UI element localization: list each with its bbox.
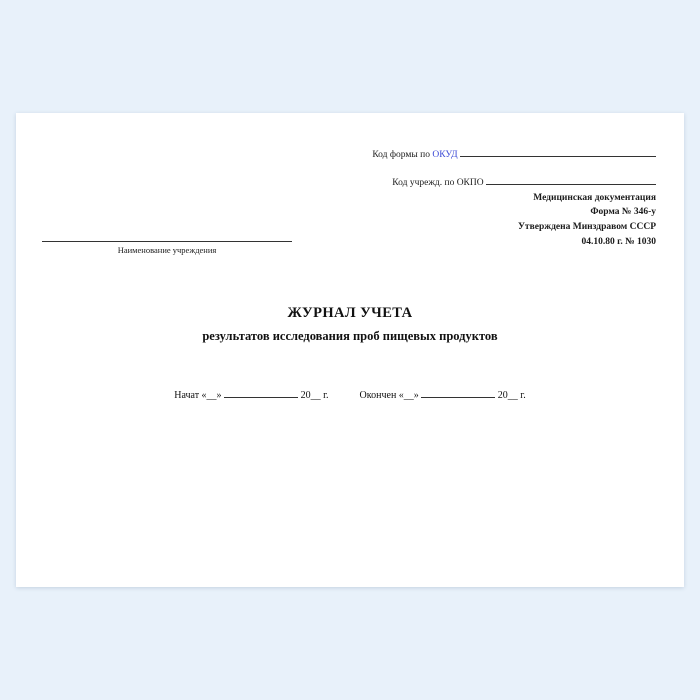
finished-year: 20__ г.	[497, 390, 526, 401]
finished-label: Окончен «__»	[359, 390, 419, 401]
institution-name-block	[42, 240, 292, 255]
okud-label: Код формы по	[372, 150, 433, 160]
header-line-2: Форма № 346-у	[590, 207, 656, 218]
institution-caption: Наименование учреждения	[117, 245, 217, 255]
dates-row	[16, 388, 684, 401]
started-label: Начат «__»	[174, 390, 222, 401]
finished-group	[360, 388, 526, 401]
header-line-1: Медицинская документация	[533, 192, 656, 203]
page-subtitle: результатов исследования проб пищевых продуктов	[202, 329, 498, 343]
finished-blank-line	[421, 388, 495, 398]
okud-row	[236, 147, 656, 163]
header-line-4: 04.10.80 г. № 1030	[581, 236, 656, 247]
okpo-label: Код учрежд. по ОКПО	[392, 177, 484, 188]
started-group	[174, 388, 328, 401]
okpo-row	[236, 175, 656, 191]
started-year: 20__ г.	[300, 390, 329, 401]
okud-link[interactable]: ОКУД	[432, 150, 458, 160]
okpo-blank-line	[486, 175, 656, 185]
institution-blank-line	[42, 240, 292, 242]
document-title-block	[16, 305, 684, 344]
document-page	[16, 113, 684, 587]
header-line-3: Утверждена Минздравом СССР	[517, 222, 656, 233]
document-sheet	[16, 113, 684, 587]
okud-blank-line	[460, 147, 656, 157]
page-title: ЖУРНАЛ УЧЕТА	[287, 305, 413, 321]
form-codes-header	[236, 147, 656, 250]
started-blank-line	[224, 388, 298, 398]
